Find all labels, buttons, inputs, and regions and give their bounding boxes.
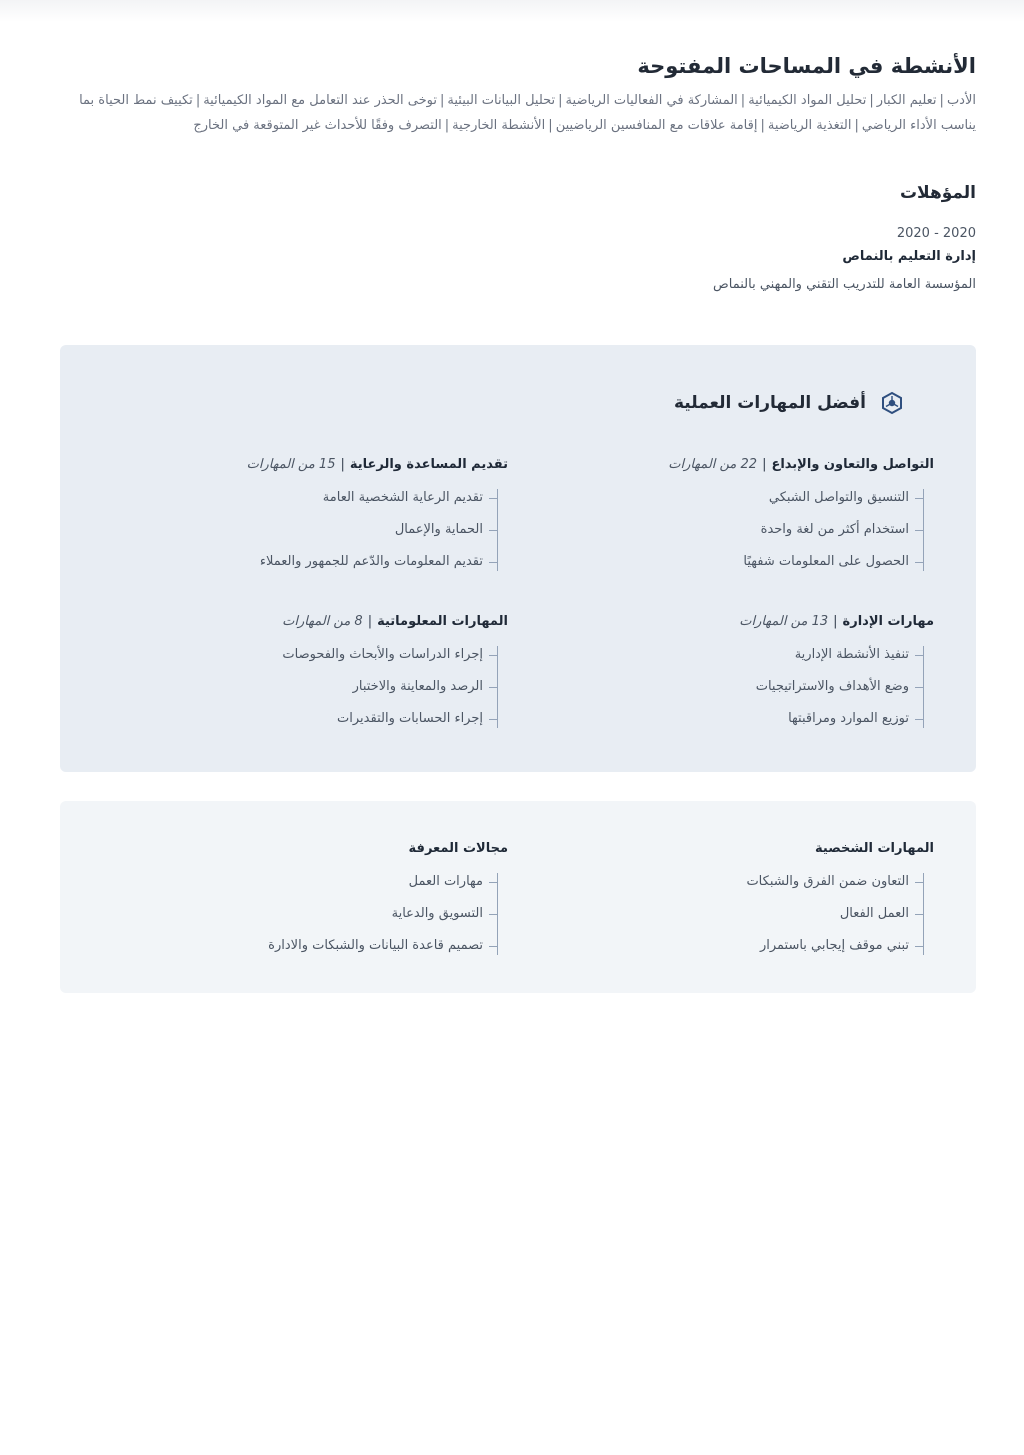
skill-item: توزيع الموارد ومراقبتها — [514, 710, 923, 728]
activity-item: التصرف وفقًا للأحداث غير المتوقعة في الخارج — [193, 118, 442, 133]
activity-item: تحليل المواد الكيميائية — [748, 93, 867, 108]
skill-group-communication — [514, 455, 934, 571]
skill-item: تصميم قاعدة البيانات والشبكات والادارة — [88, 937, 497, 955]
separator: | — [833, 614, 838, 629]
qualification-title: إدارة التعليم بالنماص — [842, 249, 976, 264]
top-skills-title: أفضل المهارات العملية — [673, 393, 866, 413]
separator: | — [444, 118, 450, 133]
top-bar — [0, 0, 1024, 22]
separator: | — [558, 93, 563, 108]
skill-item: الحماية والإعمال — [88, 521, 497, 553]
skill-item: التعاون ضمن الفرق والشبكات — [514, 873, 923, 905]
skill-item: التسويق والدعاية — [88, 905, 497, 937]
activities-section — [60, 52, 976, 138]
skill-item: تقديم المعلومات والدّعم للجمهور والعملاء — [88, 553, 497, 571]
skill-group-name: تقديم المساعدة والرعاية — [349, 457, 508, 472]
skill-group-items — [514, 646, 924, 728]
qualifications-title: المؤهلات — [899, 183, 976, 203]
separator: | — [762, 457, 767, 472]
skill-group-items — [88, 873, 498, 955]
skill-group-name: المهارات الشخصية — [815, 841, 934, 856]
skill-group-assistance — [88, 455, 508, 571]
activity-item: الأدب — [946, 93, 976, 108]
activities-list — [60, 88, 976, 138]
skill-item: التنسيق والتواصل الشبكي — [514, 489, 923, 521]
skill-group-items — [88, 489, 498, 571]
skill-group-information — [88, 612, 508, 728]
activity-item: تحليل البيانات البيئية — [447, 93, 556, 108]
qualifications-section — [60, 180, 976, 294]
other-skills-panel — [60, 801, 976, 993]
skill-item: الرصد والمعاينة والاختبار — [88, 678, 497, 710]
skill-group-items — [514, 873, 924, 955]
separator: | — [740, 93, 746, 108]
activity-item: التغذية الرياضية — [767, 118, 852, 133]
skill-item: تبني موقف إيجابي باستمرار — [514, 937, 923, 955]
knowledge-areas-group — [88, 839, 508, 955]
separator: | — [367, 614, 373, 629]
separator: | — [854, 118, 859, 133]
separator: | — [439, 93, 445, 108]
activities-title: الأنشطة في المساحات المفتوحة — [637, 54, 976, 78]
skill-group-header — [514, 612, 934, 632]
skill-group-management — [514, 612, 934, 728]
skill-group-count: 22 من المهارات — [668, 457, 758, 472]
skill-group-name: التواصل والتعاون والإبداع — [771, 457, 934, 472]
skill-group-count: 13 من المهارات — [739, 614, 829, 629]
activity-item: الأنشطة الخارجية — [452, 118, 546, 133]
skill-item: إجراء الدراسات والأبحاث والفحوصات — [88, 646, 497, 678]
skill-item: العمل الفعال — [514, 905, 923, 937]
skill-group-header — [88, 612, 508, 632]
separator: | — [195, 93, 201, 108]
separator: | — [340, 457, 345, 472]
qualification-institution: المؤسسة العامة للتدريب التقني والمهني بالنماص — [713, 277, 976, 292]
skill-group-header — [514, 455, 934, 475]
separator: | — [869, 93, 874, 108]
skill-group-count: 15 من المهارات — [246, 457, 336, 472]
personal-skills-group — [514, 839, 934, 955]
skill-group-items — [88, 646, 498, 728]
activity-item: إقامة علاقات مع المنافسين الرياضيين — [555, 118, 758, 133]
skill-group-header — [88, 839, 508, 859]
activity-item: تكييف نمط الحياة بما يناسب الأداء الرياضي — [79, 93, 976, 133]
skill-group-header — [514, 839, 934, 859]
separator: | — [760, 118, 765, 133]
skill-item: إجراء الحسابات والتقديرات — [88, 710, 497, 728]
top-skills-header — [674, 391, 904, 415]
skill-item: استخدام أكثر من لغة واحدة — [514, 521, 923, 553]
skill-group-items — [514, 489, 924, 571]
activity-item: تعليم الكبار — [876, 93, 937, 108]
skill-group-name: مهارات الإدارة — [842, 614, 934, 629]
skill-item: تنفيذ الأنشطة الإدارية — [514, 646, 923, 678]
skill-item: تقديم الرعاية الشخصية العامة — [88, 489, 497, 521]
hexagon-skills-icon — [880, 391, 904, 415]
activity-item: توخى الحذر عند التعامل مع المواد الكيميائية — [203, 93, 437, 108]
top-skills-panel — [60, 345, 976, 772]
skill-item: مهارات العمل — [88, 873, 497, 905]
skill-group-name: مجالات المعرفة — [408, 841, 508, 856]
skill-group-header — [88, 455, 508, 475]
skill-group-count: 8 من المهارات — [282, 614, 363, 629]
skill-item: الحصول على المعلومات شفهيًا — [514, 553, 923, 571]
skill-item: وضع الأهداف والاستراتيجيات — [514, 678, 923, 710]
skill-group-name: المهارات المعلوماتية — [377, 614, 508, 629]
separator: | — [939, 93, 944, 108]
qualification-date: 2020 - 2020 — [896, 226, 976, 241]
separator: | — [548, 118, 553, 133]
activity-item: المشاركة في الفعاليات الرياضية — [565, 93, 738, 108]
